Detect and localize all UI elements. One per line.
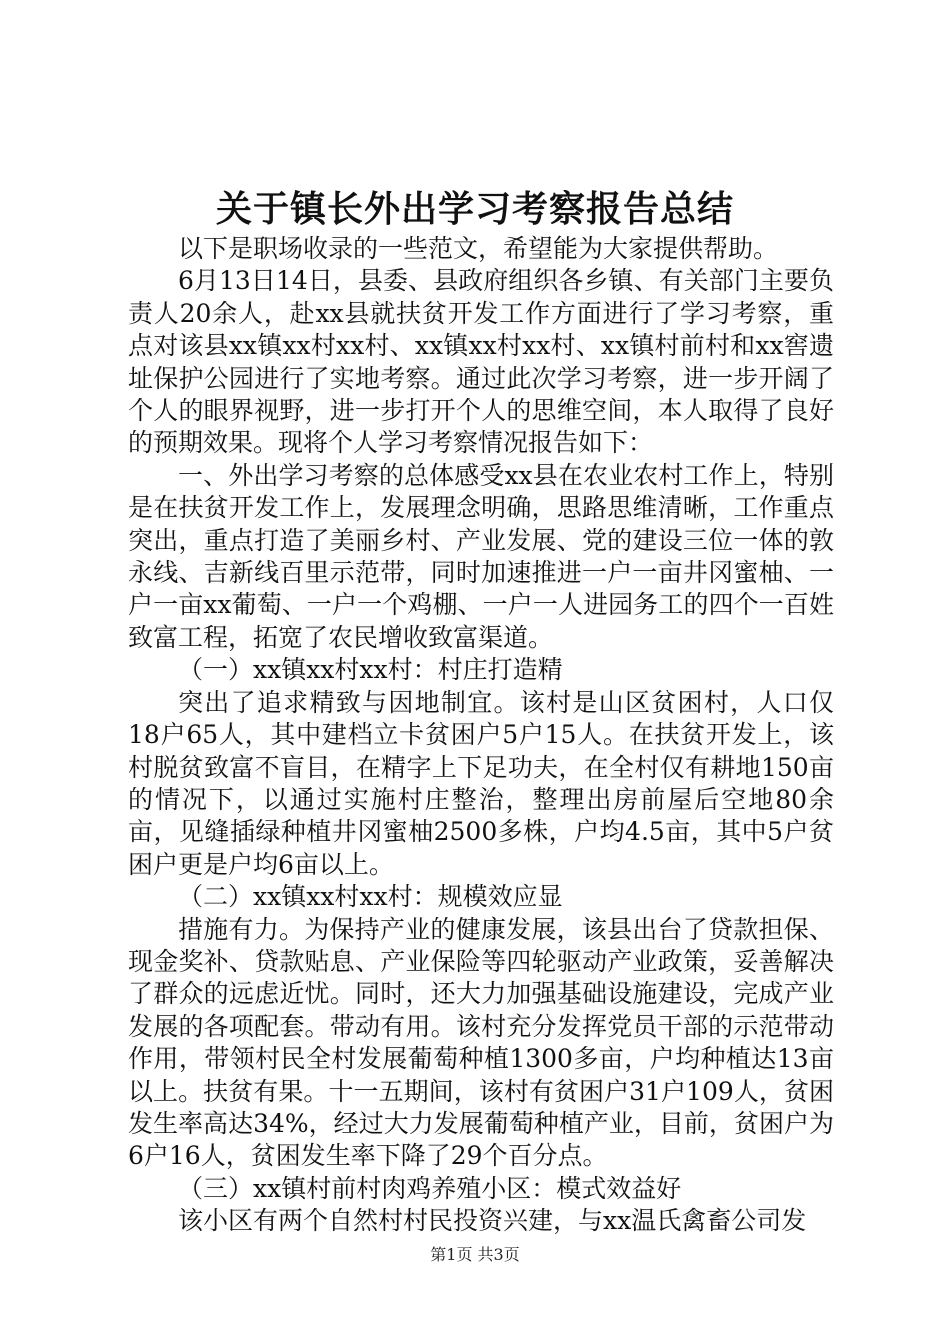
page-number-footer: 第1页 共3页 <box>430 1245 520 1264</box>
document-body <box>128 233 834 1238</box>
intro-paragraph: 以下是职场收录的一些范文，希望能为大家提供帮助。 <box>178 234 779 263</box>
document-title: 关于镇长外出学习考察报告总结 <box>215 189 734 230</box>
body-paragraph: 该小区有两个自然村村民投资兴建，与xx温氏禽畜公司发 <box>178 1206 807 1236</box>
subheading-two: （二）xx镇xx村xx村：规模效应显 <box>178 882 563 912</box>
body-paragraph: 6月13日14日，县委、县政府组织各乡镇、有关部门主要负责人20余人，赴xx县就扶贫开发工作方面进行了学习考察，重点对该县xx镇xx村xx村、xx镇xx村xx村、xx镇村前村和xx窖遗址保护公园进行了实地考察。通过此次学习考察，进一步开阔了个人的眼界视野，进一步打开个人的思维空间，本人取得了良好的预期效果。现将个人学习考察情况报告如下： <box>128 266 834 458</box>
body-paragraph: 突出了追求精致与因地制宜。该村是山区贫困村，人口仅18户65人，其中建档立卡贫困户5户15人。在扶贫开发上，该村脱贫致富不盲目，在精字上下足功夫，在全村仅有耕地150亩的情况下，以通过实施村庄整治，整理出房前屋后空地80余亩，见缝插绿种植井冈蜜柚2500多株，户均4.5亩，其中5户贫困户更是户均6亩以上。 <box>128 687 834 879</box>
section-one-paragraph: 一、外出学习考察的总体感受xx县在农业农村工作上，特别是在扶贫开发工作上，发展理念明确，思路思维清晰，工作重点突出，重点打造了美丽乡村、产业发展、党的建设三位一体的敦永线、吉新线百里示范带，同时加速推进一户一亩井冈蜜柚、一户一亩xx葡萄、一户一个鸡棚、一户一人进园务工的四个一百姓致富工程，拓宽了农民增收致富渠道。 <box>128 460 834 652</box>
subheading-one: （一）xx镇xx村xx村：村庄打造精 <box>178 655 563 685</box>
body-paragraph: 措施有力。为保持产业的健康发展，该县出台了贷款担保、现金奖补、贷款贴息、产业保险等四轮驱动产业政策，妥善解决了群众的远虑近忧。同时，还大力加强基础设施建设，完成产业发展的各项配套。带动有用。该村充分发挥党员干部的示范带动作用，带领村民全村发展葡萄种植1300多亩，户均种植达13亩以上。扶贫有果。十一五期间，该村有贫困户31户109人，贫困发生率高达34%，经过大力发展葡萄种植产业，目前，贫困户为6户16人，贫困发生率下降了29个百分点。 <box>128 914 834 1171</box>
subheading-three: （三）xx镇村前村肉鸡养殖小区：模式效益好 <box>178 1173 682 1203</box>
